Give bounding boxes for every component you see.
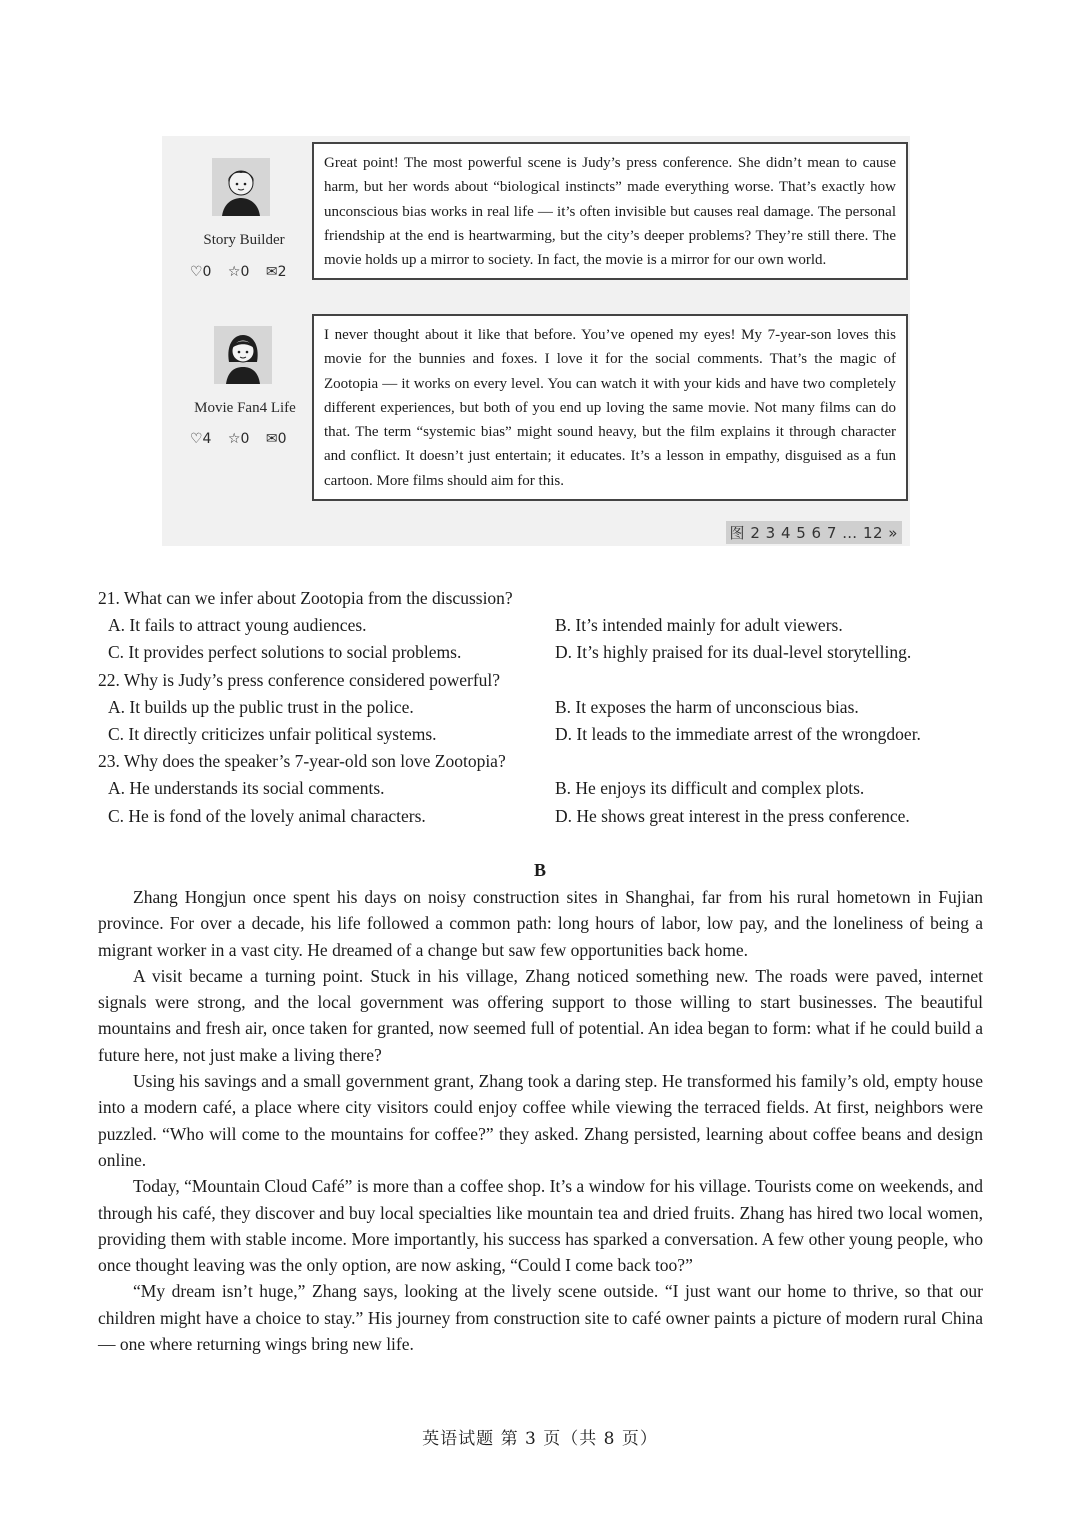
question-list: [98, 585, 988, 830]
option-c: C. It provides perfect solutions to social problems.: [108, 642, 462, 663]
avatar: [214, 326, 272, 384]
paragraph: Today, “Mountain Cloud Café” is more than a coffee shop. It’s a window for his village. Tourists come on weekends, and through his café, they discover and buy local specialties like mountain tea and dried fruits. Zhang has hired two local women, providing them with stable income. More importantly, his success has sparked a conversation. A few other young people, who once thought leaving was the only option, are now asking, “Could I come back too?”: [98, 1176, 983, 1276]
page-footer: 英语试题 第 3 页（共 8 页）: [422, 1429, 658, 1449]
option-a: A. He understands its social comments.: [108, 778, 385, 799]
article: [98, 884, 983, 1357]
username[interactable]: Story Builder: [203, 232, 285, 248]
female-avatar-icon: [214, 326, 272, 384]
option-row: [98, 803, 988, 830]
star-count[interactable]: ☆0: [227, 431, 250, 447]
option-b: B. It exposes the harm of unconscious bias.: [555, 696, 859, 717]
comment-text: Great point! The most powerful scene is Judy’s press conference. She didn’t mean to cause harm, but her words about “biological instincts” made everything worse. That’s exactly how unconscious bias works in real life — it’s often invisible but causes real damage. The personal friendship at the end is heartwarming, but the city’s deeper problems? They’re still there. The movie holds up a mirror to society. In fact, the movie is a mirror for our own world.: [312, 142, 908, 280]
question-stem: 22. Why is Judy’s press conference considered powerful?: [98, 669, 501, 690]
option-row: [98, 694, 988, 721]
option-d: D. It leads to the immediate arrest of the wrongdoer.: [555, 723, 921, 744]
option-b: B. It’s intended mainly for adult viewers.: [555, 615, 843, 636]
question-stem: 23. Why does the speaker’s 7-year-old son love Zootopia?: [98, 751, 506, 772]
comment-text: I never thought about it like that before. You’ve opened my eyes! My 7-year-son loves this movie for the bunnies and foxes. I love it for the social comments. That’s the magic of Zootopia — it works on every level. You can watch it with your kids and have two completely different experiences, but both of you end up loving the same movie. Not many films can do that. The term “systemic bias” might sound heavy, but the film explains it through character and conflict. It doesn’t just entertain; it educates. It’s a lesson in empathy, disguised as a fun cartoon. More films should aim for this.: [312, 314, 908, 501]
option-a: A. It builds up the public trust in the police.: [108, 696, 414, 717]
like-count[interactable]: ♡4: [190, 431, 212, 447]
question: [98, 748, 988, 830]
option-row: [98, 612, 988, 639]
option-row: [98, 639, 988, 666]
username[interactable]: Movie Fan4 Life: [194, 400, 296, 416]
option-b: B. He enjoys its difficult and complex plots.: [555, 778, 865, 799]
option-c: C. It directly criticizes unfair political systems.: [108, 723, 437, 744]
option-c: C. He is fond of the lovely animal characters.: [108, 805, 426, 826]
male-avatar-icon: [212, 158, 270, 216]
star-count[interactable]: ☆0: [227, 264, 250, 280]
option-d: D. He shows great interest in the press conference.: [555, 805, 910, 826]
paragraph: Zhang Hongjun once spent his days on noisy construction sites in Shanghai, far from his rural hometown in Fujian province. For over a decade, his life followed a common path: long hours of labor, low pay, and the loneliness of being a migrant worker in a vast city. He dreamed of a change but saw few opportunities back home.: [98, 887, 983, 960]
reply-count[interactable]: ✉0: [265, 431, 287, 447]
option-d: D. It’s highly praised for its dual-level storytelling.: [555, 642, 912, 663]
like-count[interactable]: ♡0: [190, 264, 212, 280]
forum-screenshot: [162, 136, 910, 546]
post-stats: [190, 431, 298, 447]
forum-post: [162, 142, 910, 298]
paragraph: “My dream isn’t huge,” Zhang says, looking at the lively scene outside. “I just want our home to thrive, so that our children might have a choice to stay.” His journey from construction site to café owner paints a picture of modern rural China — one where returning wings bring new life.: [98, 1281, 983, 1355]
option-row: [98, 721, 988, 748]
question: [98, 667, 988, 749]
pagination[interactable]: 图 2 3 4 5 6 7 … 12 »: [726, 521, 902, 544]
post-stats: [190, 264, 298, 280]
reply-count[interactable]: ✉2: [265, 264, 287, 280]
paragraph: A visit became a turning point. Stuck in his village, Zhang noticed something new. The roads were paved, internet signals were strong, and the local government was offering support to those willing to start businesses. The beautiful mountains and fresh air, once taken for granted, now seemed full of potential. An idea began to form: what if he could build a future here, not just make a living there?: [98, 965, 983, 1065]
paragraph: Using his savings and a small government grant, Zhang took a daring step. He transformed his family’s old, empty house into a modern café, a place where city visitors could enjoy coffee while viewing the terraced fields. At first, neighbors were puzzled. “Who will come to the mountains for coffee?” they asked. Zhang persisted, learning about coffee beans and design online.: [98, 1071, 983, 1170]
avatar: [212, 158, 270, 216]
section-title: B: [533, 860, 546, 880]
question-stem: 21. What can we infer about Zootopia from the discussion?: [98, 588, 513, 608]
option-row: [98, 775, 988, 802]
forum-post: [162, 314, 910, 514]
question: [98, 585, 988, 667]
option-a: A. It fails to attract young audiences.: [108, 615, 367, 636]
